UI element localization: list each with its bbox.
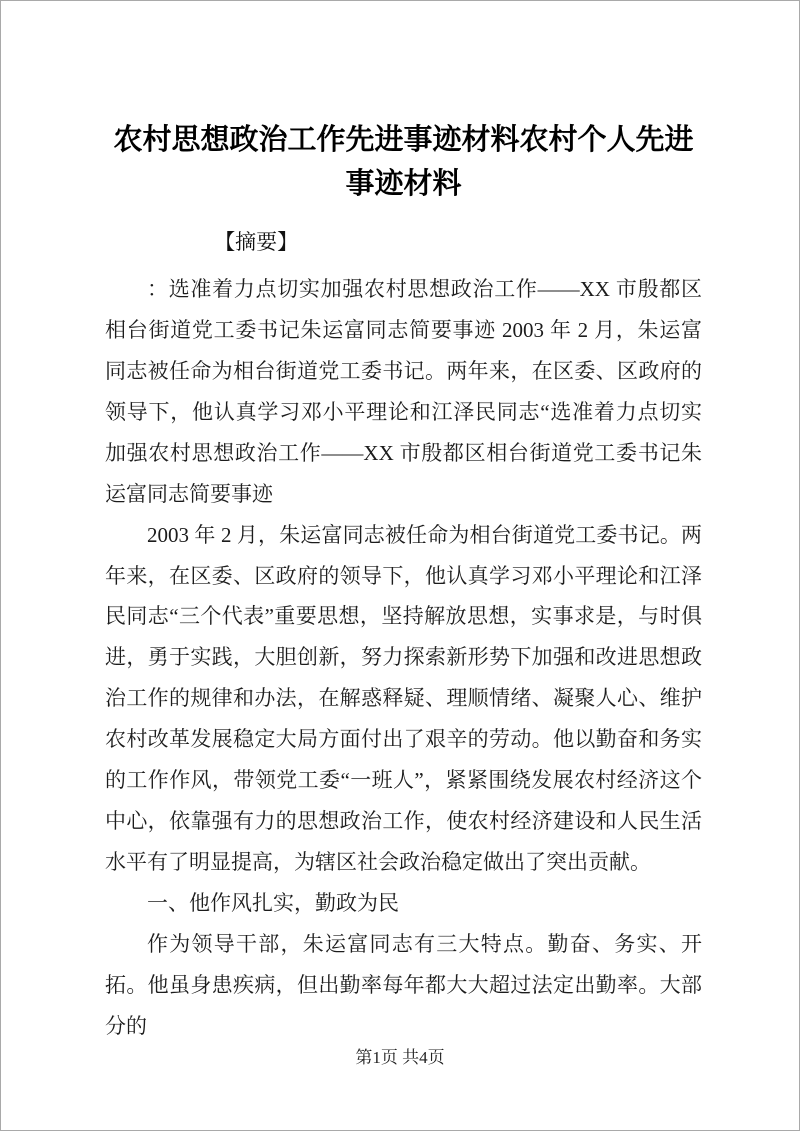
paragraph: 2003 年 2 月，朱运富同志被任命为相台街道党工委书记。两年来，在区委、区政府的领导下，他认真学习邓小平理论和江泽民同志“三个代表”重要思想，坚持解放思想，实事求是，与时俱进，勇于实践，大胆创新，努力探索新形势下加强和改进思想政治工作的规律和办法，在解惑释疑、理顺情绪、凝聚人心、维护农村改革发展稳定大局方面付出了艰辛的劳动。他以勤奋和务实的工作作风，带领党工委“一班人”，紧紧围绕发展农村经济这个中心，依靠强有力的思想政治工作，使农村经济建设和人民生活水平有了明显提高，为辖区社会政治稳定做出了突出贡献。 [105, 522, 702, 875]
document-title: 农村思想政治工作先进事迹材料农村个人先进事迹材料 [113, 124, 694, 200]
abstract-label: 【摘要】 [214, 230, 299, 254]
paragraph: 作为领导干部，朱运富同志有三大特点。勤奋、务实、开拓。他虽身患疾病，但出勤率每年都大大超过法定出勤率。大部分的 [105, 931, 702, 1038]
page-number-footer: 第1页 共4页 [355, 1048, 445, 1067]
section-heading-paragraph: 一、他作风扎实，勤政为民 [147, 891, 399, 915]
paragraph: ：选准着力点切实加强农村思想政治工作——XX 市殷都区相台街道党工委书记朱运富同志简要事迹 2003 年 2 月，朱运富同志被任命为相台街道党工委书记。两年来，在区委、区政府的领导下，他认真学习邓小平理论和江泽民同志“选准着力点切实加强农村思想政治工作——XX 市殷都区相台街道党工委书记朱运富同志简要事迹 [105, 276, 702, 506]
